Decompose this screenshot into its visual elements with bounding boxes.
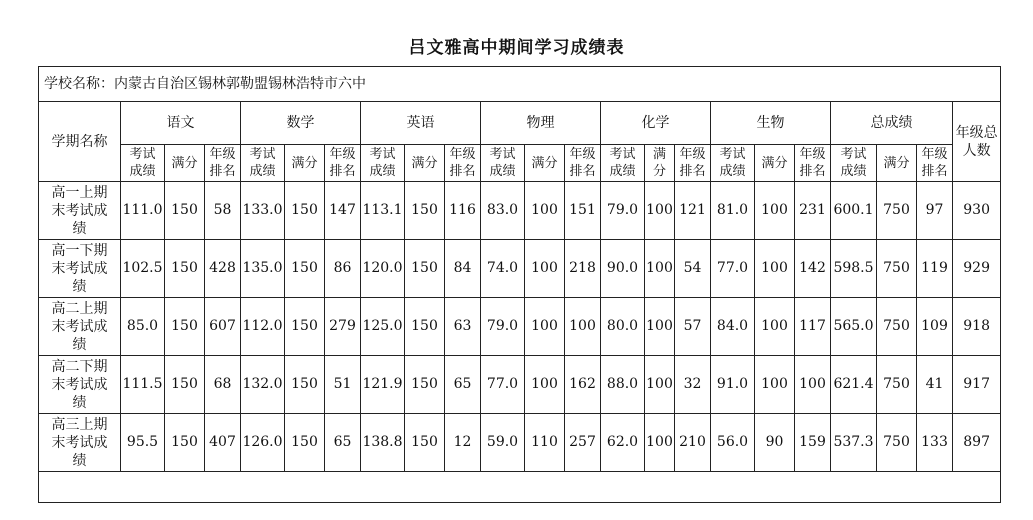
grade-total-header: 年级总人数 — [953, 102, 1001, 182]
score-cell: 565.0 — [831, 298, 877, 356]
score-cell: 150 — [285, 414, 325, 472]
score-cell: 750 — [877, 182, 917, 240]
term-name: 高二上期末考试成绩 — [39, 298, 121, 356]
score-cell: 102.5 — [121, 240, 165, 298]
score-cell: 138.8 — [361, 414, 405, 472]
score-cell: 150 — [285, 182, 325, 240]
score-cell: 79.0 — [481, 298, 525, 356]
score-cell: 100 — [645, 414, 675, 472]
grade-total-cell: 917 — [953, 356, 1001, 414]
full-score-header: 满分 — [285, 145, 325, 182]
rank-header: 年级排名 — [565, 145, 601, 182]
score-cell: 65 — [445, 356, 481, 414]
score-cell: 279 — [325, 298, 361, 356]
score-cell: 162 — [565, 356, 601, 414]
score-cell: 85.0 — [121, 298, 165, 356]
score-cell: 62.0 — [601, 414, 645, 472]
score-cell: 621.4 — [831, 356, 877, 414]
full-score-header: 满分 — [525, 145, 565, 182]
score-cell: 100 — [645, 298, 675, 356]
grade-total-cell: 930 — [953, 182, 1001, 240]
score-cell: 100 — [525, 356, 565, 414]
grade-total-cell: 918 — [953, 298, 1001, 356]
score-cell: 231 — [795, 182, 831, 240]
score-cell: 750 — [877, 240, 917, 298]
score-cell: 116 — [445, 182, 481, 240]
score-cell: 88.0 — [601, 356, 645, 414]
score-cell: 68 — [205, 356, 241, 414]
score-cell: 132.0 — [241, 356, 285, 414]
score-cell: 91.0 — [711, 356, 755, 414]
score-cell: 65 — [325, 414, 361, 472]
score-cell: 77.0 — [711, 240, 755, 298]
score-cell: 74.0 — [481, 240, 525, 298]
page-title: 吕文雅高中期间学习成绩表 — [408, 38, 625, 58]
score-header: 考试成绩 — [601, 145, 645, 182]
table-row — [39, 356, 1001, 414]
full-score-header: 满分 — [877, 145, 917, 182]
subject-header: 语文 — [121, 102, 241, 145]
score-cell: 121 — [675, 182, 711, 240]
score-cell: 210 — [675, 414, 711, 472]
subject-header: 英语 — [361, 102, 481, 145]
score-cell: 100 — [755, 240, 795, 298]
score-cell: 117 — [795, 298, 831, 356]
score-cell: 121.9 — [361, 356, 405, 414]
score-cell: 59.0 — [481, 414, 525, 472]
score-cell: 150 — [165, 414, 205, 472]
score-cell: 407 — [205, 414, 241, 472]
score-cell: 150 — [165, 356, 205, 414]
score-header: 考试成绩 — [361, 145, 405, 182]
rank-header: 年级排名 — [917, 145, 953, 182]
score-cell: 83.0 — [481, 182, 525, 240]
score-cell: 100 — [795, 356, 831, 414]
score-cell: 109 — [917, 298, 953, 356]
grade-total-cell: 897 — [953, 414, 1001, 472]
rank-header: 年级排名 — [205, 145, 241, 182]
score-cell: 159 — [795, 414, 831, 472]
score-cell: 218 — [565, 240, 601, 298]
score-cell: 12 — [445, 414, 481, 472]
score-cell: 150 — [285, 356, 325, 414]
rank-header: 年级排名 — [675, 145, 711, 182]
score-cell: 112.0 — [241, 298, 285, 356]
score-cell: 86 — [325, 240, 361, 298]
table-row — [39, 414, 1001, 472]
score-cell: 100 — [645, 240, 675, 298]
score-cell: 537.3 — [831, 414, 877, 472]
score-cell: 257 — [565, 414, 601, 472]
score-cell: 84 — [445, 240, 481, 298]
score-cell: 100 — [565, 298, 601, 356]
score-cell: 41 — [917, 356, 953, 414]
score-cell: 32 — [675, 356, 711, 414]
score-cell: 95.5 — [121, 414, 165, 472]
score-cell: 100 — [525, 298, 565, 356]
score-cell: 90.0 — [601, 240, 645, 298]
score-cell: 57 — [675, 298, 711, 356]
term-name: 高三上期末考试成绩 — [39, 414, 121, 472]
score-cell: 133.0 — [241, 182, 285, 240]
full-score-header: 满分 — [165, 145, 205, 182]
score-cell: 150 — [285, 240, 325, 298]
subject-header: 总成绩 — [831, 102, 953, 145]
score-cell: 150 — [165, 182, 205, 240]
score-cell: 111.0 — [121, 182, 165, 240]
score-cell: 119 — [917, 240, 953, 298]
full-score-header: 满分 — [755, 145, 795, 182]
score-cell: 100 — [645, 356, 675, 414]
score-cell: 135.0 — [241, 240, 285, 298]
rank-header: 年级排名 — [445, 145, 481, 182]
term-header: 学期名称 — [39, 102, 121, 182]
score-cell: 151 — [565, 182, 601, 240]
score-cell: 113.1 — [361, 182, 405, 240]
score-cell: 598.5 — [831, 240, 877, 298]
score-cell: 607 — [205, 298, 241, 356]
term-name: 高一下期末考试成绩 — [39, 240, 121, 298]
score-cell: 428 — [205, 240, 241, 298]
rank-header: 年级排名 — [795, 145, 831, 182]
grade-total-cell: 929 — [953, 240, 1001, 298]
score-cell: 79.0 — [601, 182, 645, 240]
score-cell: 133 — [917, 414, 953, 472]
subject-header: 物理 — [481, 102, 601, 145]
full-score-header: 满分 — [405, 145, 445, 182]
score-cell: 111.5 — [121, 356, 165, 414]
score-cell: 110 — [525, 414, 565, 472]
score-cell: 150 — [405, 414, 445, 472]
score-cell: 100 — [755, 356, 795, 414]
score-header: 考试成绩 — [711, 145, 755, 182]
score-cell: 600.1 — [831, 182, 877, 240]
score-cell: 150 — [405, 298, 445, 356]
grade-table — [38, 66, 1001, 503]
score-header: 考试成绩 — [831, 145, 877, 182]
rank-header: 年级排名 — [325, 145, 361, 182]
score-header: 考试成绩 — [241, 145, 285, 182]
score-cell: 100 — [525, 240, 565, 298]
score-cell: 150 — [405, 356, 445, 414]
score-cell: 100 — [645, 182, 675, 240]
full-score-header: 满分 — [645, 145, 675, 182]
score-cell: 150 — [285, 298, 325, 356]
blank-footer-row — [39, 472, 1001, 503]
score-cell: 125.0 — [361, 298, 405, 356]
score-cell: 142 — [795, 240, 831, 298]
subject-header: 化学 — [601, 102, 711, 145]
term-name: 高一上期末考试成绩 — [39, 182, 121, 240]
score-header: 考试成绩 — [121, 145, 165, 182]
score-cell: 90 — [755, 414, 795, 472]
score-cell: 56.0 — [711, 414, 755, 472]
score-cell: 150 — [165, 240, 205, 298]
score-cell: 97 — [917, 182, 953, 240]
score-cell: 126.0 — [241, 414, 285, 472]
table-row — [39, 298, 1001, 356]
subject-header: 数学 — [241, 102, 361, 145]
score-cell: 750 — [877, 414, 917, 472]
term-name: 高二下期末考试成绩 — [39, 356, 121, 414]
score-cell: 120.0 — [361, 240, 405, 298]
score-cell: 63 — [445, 298, 481, 356]
score-cell: 150 — [405, 240, 445, 298]
score-cell: 100 — [525, 182, 565, 240]
score-cell: 84.0 — [711, 298, 755, 356]
score-header: 考试成绩 — [481, 145, 525, 182]
score-cell: 58 — [205, 182, 241, 240]
score-cell: 100 — [755, 182, 795, 240]
score-cell: 150 — [405, 182, 445, 240]
table-row — [39, 182, 1001, 240]
table-row — [39, 240, 1001, 298]
score-cell: 80.0 — [601, 298, 645, 356]
score-cell: 750 — [877, 298, 917, 356]
score-cell: 100 — [755, 298, 795, 356]
score-cell: 147 — [325, 182, 361, 240]
score-cell: 54 — [675, 240, 711, 298]
subject-header: 生物 — [711, 102, 831, 145]
score-cell: 51 — [325, 356, 361, 414]
school-name: 学校名称：内蒙古自治区锡林郭勒盟锡林浩特市六中 — [39, 67, 1001, 102]
score-cell: 77.0 — [481, 356, 525, 414]
score-cell: 81.0 — [711, 182, 755, 240]
score-cell: 750 — [877, 356, 917, 414]
score-cell: 150 — [165, 298, 205, 356]
